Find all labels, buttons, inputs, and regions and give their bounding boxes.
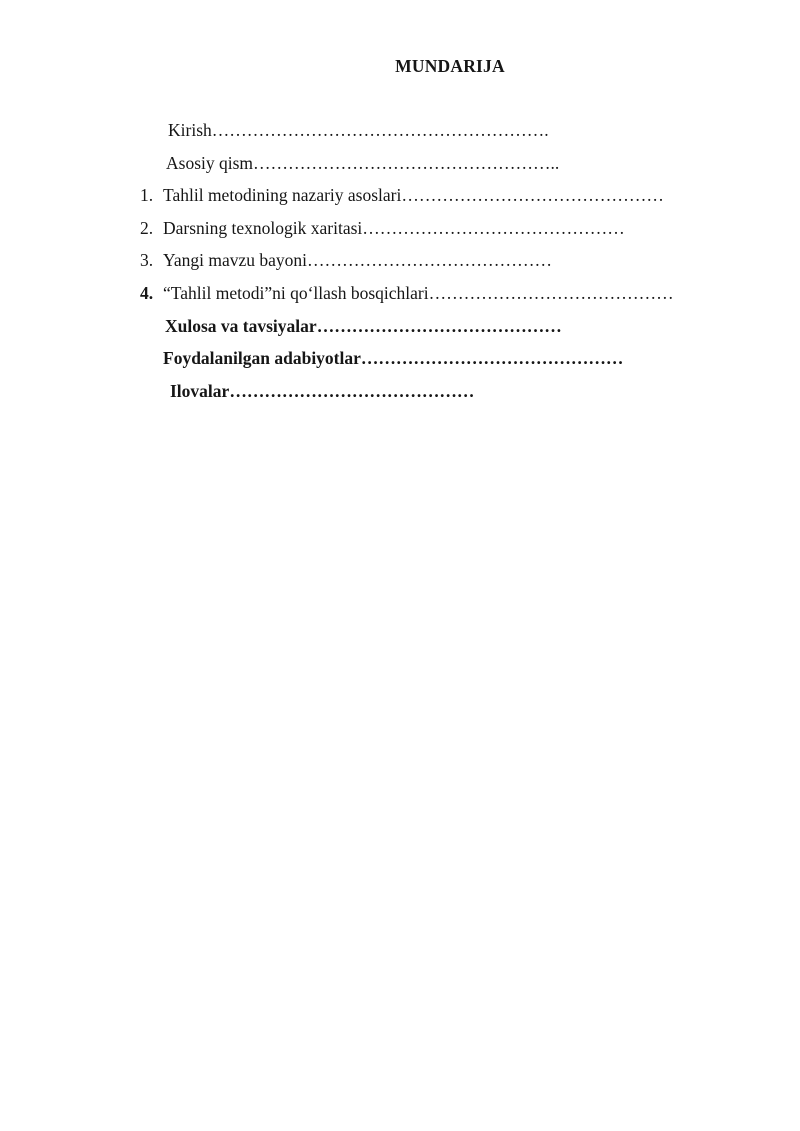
toc-entry-asosiy-qism xyxy=(140,147,780,180)
toc-entry-foydalanilgan-adabiyotlar xyxy=(140,342,780,375)
toc-leader-dots: …………………………………… xyxy=(229,380,475,401)
toc-entry-ilovalar xyxy=(140,375,780,408)
toc-leader-dots: …………………………………………….. xyxy=(253,152,560,173)
table-of-contents xyxy=(140,114,780,407)
toc-entry-xulosa xyxy=(140,310,780,343)
toc-leader-dots: …………………………………… xyxy=(307,250,553,271)
toc-entry-number: 3. xyxy=(140,250,154,271)
toc-entry-label: Ilovalar xyxy=(170,380,230,401)
page-title: MUNDARIJA xyxy=(395,56,505,76)
toc-entry-number: 2. xyxy=(140,217,154,238)
toc-leader-dots: …………………………………… xyxy=(316,315,562,336)
toc-entry-4 xyxy=(140,277,780,310)
toc-entry-label: Yangi mavzu bayoni xyxy=(163,250,308,271)
toc-entry-2 xyxy=(140,212,780,245)
toc-leader-dots: …………………………………………………. xyxy=(211,120,549,140)
toc-entry-kirish xyxy=(140,114,780,147)
toc-leader-dots: ……………………………………… xyxy=(362,217,625,238)
toc-entry-label: Kirish xyxy=(168,120,212,140)
toc-entry-1 xyxy=(140,179,780,212)
toc-entry-label: Foydalanilgan adabiyotlar xyxy=(163,348,361,369)
toc-entry-number: 1. xyxy=(140,185,154,206)
toc-entry-label: “Tahlil metodi”ni qo‘llash bosqichlari xyxy=(163,282,429,303)
toc-entry-label: Xulosa va tavsiyalar xyxy=(165,315,317,336)
toc-leader-dots: ……………………………………… xyxy=(360,348,624,369)
toc-entry-label: Darsning texnologik xaritasi xyxy=(163,217,363,238)
toc-entry-label: Asosiy qism xyxy=(166,152,254,173)
toc-leader-dots: …………………………………… xyxy=(428,282,674,303)
toc-entry-number: 4. xyxy=(140,282,154,303)
toc-leader-dots: ……………………………………… xyxy=(401,185,664,206)
toc-entry-label: Tahlil metodining nazariy asoslari xyxy=(163,185,402,206)
toc-entry-3 xyxy=(140,244,780,277)
